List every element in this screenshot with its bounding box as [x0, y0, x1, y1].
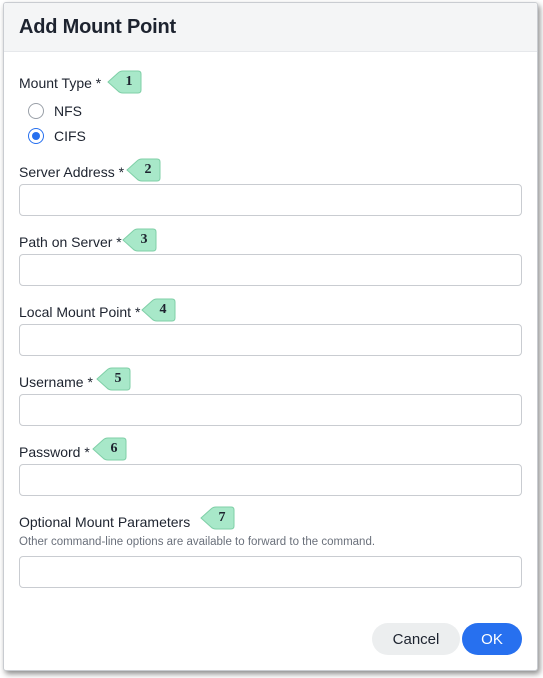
username-input[interactable] — [19, 394, 522, 426]
callout-1: 1 — [108, 70, 142, 94]
cifs-radio-label: CIFS — [54, 128, 86, 144]
optional-params-input[interactable] — [19, 556, 522, 588]
mount-type-label: Mount Type * — [19, 75, 102, 91]
callout-4: 4 — [142, 298, 176, 322]
radio-option-cifs[interactable] — [28, 126, 86, 146]
callout-6: 6 — [93, 437, 127, 461]
cifs-radio[interactable] — [28, 128, 44, 144]
optional-params-helper-text: Other command-line options are available to forward to the command. — [19, 536, 376, 548]
path-on-server-label: Path on Server * — [19, 234, 122, 250]
dialog-header — [4, 3, 537, 52]
dialog-title: Add Mount Point — [19, 16, 176, 38]
radio-option-nfs[interactable] — [28, 101, 82, 121]
optional-params-label: Optional Mount Parameters — [19, 514, 191, 530]
nfs-radio[interactable] — [28, 103, 44, 119]
callout-3: 3 — [123, 228, 157, 252]
add-mount-point-dialog — [3, 2, 538, 671]
ok-button[interactable]: OK — [462, 623, 522, 655]
server-address-label: Server Address * — [19, 164, 125, 180]
cancel-button[interactable]: Cancel — [372, 623, 460, 655]
local-mount-point-label: Local Mount Point * — [19, 304, 141, 320]
nfs-radio-label: NFS — [54, 103, 82, 119]
password-label: Password * — [19, 444, 90, 460]
username-label: Username * — [19, 374, 93, 390]
callout-7: 7 — [201, 506, 235, 530]
callout-2: 2 — [127, 158, 161, 182]
local-mount-point-input[interactable] — [19, 324, 522, 356]
server-address-input[interactable] — [19, 184, 522, 216]
password-input[interactable] — [19, 464, 522, 496]
path-on-server-input[interactable] — [19, 254, 522, 286]
callout-5: 5 — [97, 367, 131, 391]
